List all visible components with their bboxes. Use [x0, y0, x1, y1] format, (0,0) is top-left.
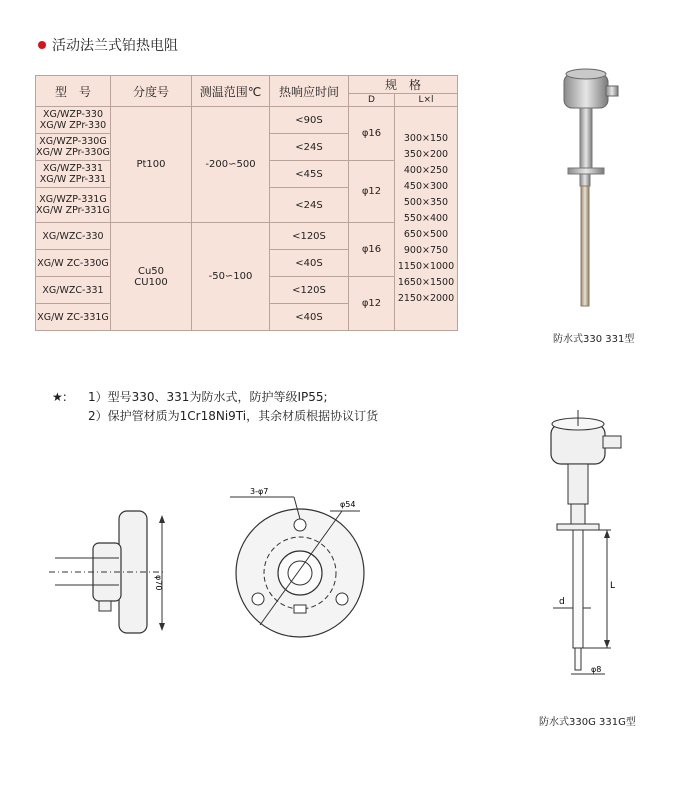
dim-d: d	[559, 597, 565, 607]
header-d: D	[349, 94, 395, 107]
range-pt: -200∽500	[192, 107, 270, 223]
response-cell: <90S	[270, 107, 349, 134]
division-cu: Cu50 CU100	[111, 223, 192, 331]
division-pt: Pt100	[111, 107, 192, 223]
response-cell: <45S	[270, 161, 349, 188]
header-model: 型 号	[36, 76, 111, 107]
dim-phi54: φ54	[340, 500, 356, 509]
response-cell: <24S	[270, 188, 349, 223]
section-title	[38, 35, 178, 55]
notes	[52, 388, 379, 426]
model-cell: XG/WZP-330G XG/W ZPr-330G	[36, 134, 111, 161]
model-cell: XG/WZC-331	[36, 277, 111, 304]
dim-holes: 3-φ7	[250, 487, 269, 496]
diameter-cell: φ12	[349, 161, 395, 223]
note-line-2: 2）保护管材质为1Cr18Ni9Ti，其余材质根据协议订货	[88, 409, 379, 423]
header-division: 分度号	[111, 76, 192, 107]
response-cell: <40S	[270, 304, 349, 331]
dim-phi70: φ70	[154, 575, 163, 591]
note-line-1: 1）型号330、331为防水式，防护等级IP55;	[88, 390, 328, 404]
product-photo	[550, 60, 630, 320]
response-cell: <24S	[270, 134, 349, 161]
diameter-cell: φ16	[349, 223, 395, 277]
diameter-cell: φ16	[349, 107, 395, 161]
model-cell: XG/WZP-330 XG/W ZPr-330	[36, 107, 111, 134]
flange-side-drawing	[35, 505, 175, 645]
range-cu: -50∽100	[192, 223, 270, 331]
photo-caption: 防水式330 331型	[553, 334, 635, 345]
response-cell: <120S	[270, 223, 349, 250]
model-cell: XG/W ZC-331G	[36, 304, 111, 331]
response-cell: <120S	[270, 277, 349, 304]
flange-front-drawing	[230, 485, 380, 645]
section-title-text: 活动法兰式铂热电阻	[52, 38, 178, 54]
header-lxl: L×l	[395, 94, 458, 107]
drawing-caption: 防水式330G 331G型	[539, 717, 636, 728]
sensor-drawing	[535, 410, 645, 695]
model-cell: XG/W ZC-330G	[36, 250, 111, 277]
length-list: 300×150 350×200 400×250 450×300 500×350 550×400 650×500 900×750 1150×1000 1650×1500 2150×2000	[395, 107, 458, 331]
dim-phi8: φ8	[591, 665, 602, 674]
model-cell: XG/WZC-330	[36, 223, 111, 250]
star-icon: ★:	[52, 390, 67, 404]
model-cell: XG/WZP-331 XG/W ZPr-331	[36, 161, 111, 188]
diameter-cell: φ12	[349, 277, 395, 331]
header-response: 热响应时间	[270, 76, 349, 107]
model-cell: XG/WZP-331G XG/W ZPr-331G	[36, 188, 111, 223]
header-spec: 规 格	[349, 76, 458, 94]
bullet-dot-icon	[38, 41, 46, 49]
spec-table	[35, 75, 458, 331]
response-cell: <40S	[270, 250, 349, 277]
dim-L: L	[610, 581, 616, 591]
header-range: 测温范围℃	[192, 76, 270, 107]
